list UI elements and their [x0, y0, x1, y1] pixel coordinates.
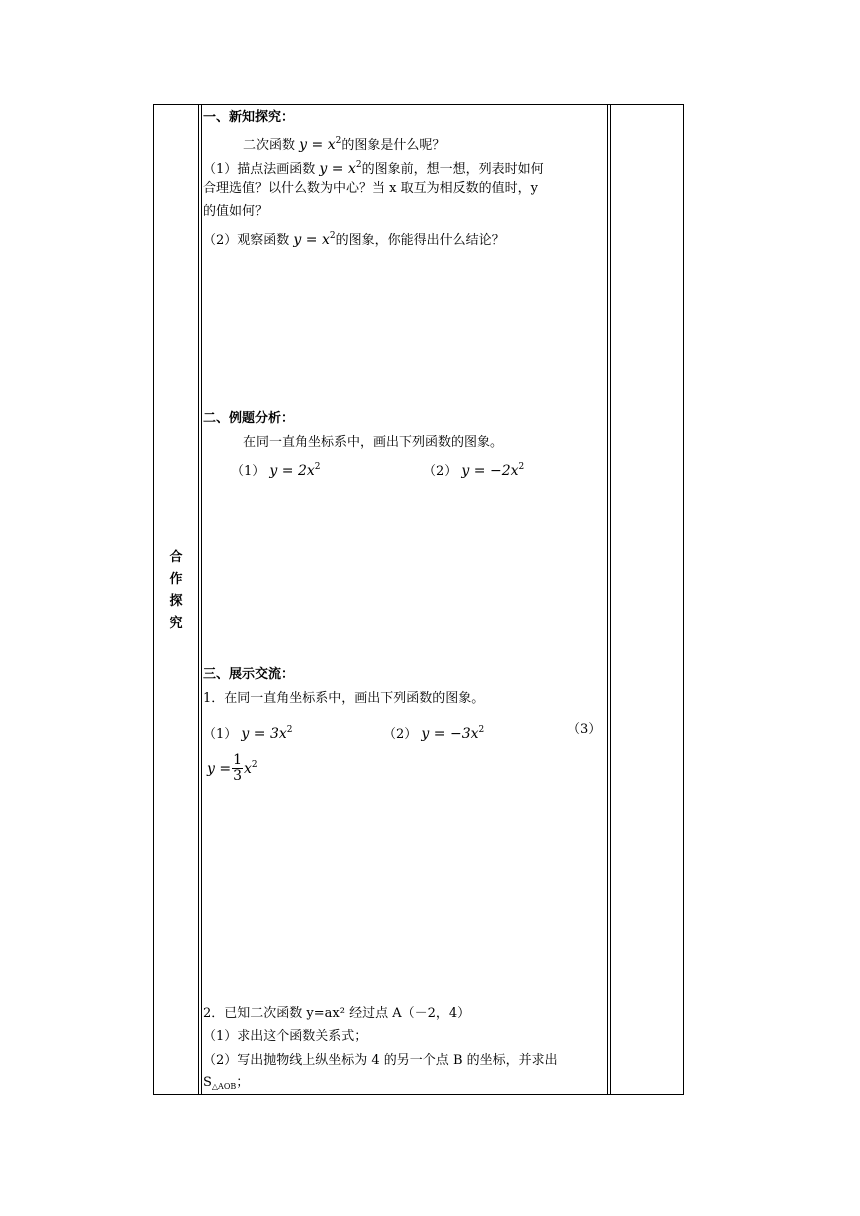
exponent: 2 [518, 462, 525, 472]
section1-title: 一、新知探究： [203, 110, 295, 125]
text: 的图象前，想一想，列表时如何 [361, 162, 544, 177]
formula-body: y = −3x [421, 726, 479, 742]
column-divider [607, 105, 608, 1094]
section2-item1 [231, 458, 321, 481]
formula-body: y = 2x [269, 463, 315, 479]
side-label [154, 547, 198, 635]
text: （1）描点法画函数 [203, 162, 316, 177]
formula-var: x [244, 760, 252, 777]
formula [421, 726, 484, 742]
section3-item1 [203, 721, 293, 744]
section1-q2 [203, 227, 505, 250]
item-label: （2） [383, 727, 418, 742]
formula-lhs: y = [207, 760, 232, 777]
formula [241, 726, 292, 742]
item-label: （1） [203, 727, 238, 742]
section2-intro: 在同一直角坐标系中，画出下列函数的图象。 [243, 435, 504, 450]
section3-item3: （3） [567, 722, 602, 737]
fraction [232, 753, 243, 784]
exponent: 2 [335, 136, 342, 146]
section3-p2-q2: （2）写出抛物线上纵坐标为 4 的另一个点 B 的坐标，并求出 [203, 1053, 558, 1068]
text: 的图象是什么呢？ [341, 138, 446, 153]
formula-body: y = −2x [461, 463, 519, 479]
section2-item2 [423, 458, 524, 481]
column-divider [610, 105, 611, 1094]
area-symbol: S [203, 1075, 212, 1090]
side-char: 探 [169, 594, 183, 609]
section3-p1: 1．在同一直角坐标系中，画出下列函数的图象。 [203, 691, 485, 706]
exponent: 2 [286, 725, 293, 735]
side-char: 合 [169, 550, 183, 565]
section1-q1-line3: 的值如何？ [203, 204, 269, 219]
exponent: 2 [355, 160, 362, 170]
worksheet-table [153, 104, 684, 1095]
column-divider [198, 105, 199, 1094]
section1-q1 [203, 156, 544, 179]
text: （2）观察函数 [203, 233, 290, 248]
item-label: （1） [231, 464, 266, 479]
exponent: 2 [478, 725, 485, 735]
content-cell [203, 105, 605, 1094]
formula [269, 463, 320, 479]
section3-p2: 2．已知二次函数 y=ax² 经过点 A（－2，4） [203, 1006, 471, 1021]
section2-title: 二、例题分析： [203, 411, 295, 426]
text: 的图象，你能得出什么结论？ [335, 233, 505, 248]
formula [461, 463, 524, 479]
section3-item3-formula [207, 753, 258, 784]
formula [299, 137, 341, 153]
section3-title: 三、展示交流： [203, 667, 295, 682]
section3-item2 [383, 721, 484, 744]
formula-body: y = x [319, 161, 356, 177]
text: ； [236, 1075, 250, 1090]
exponent: 2 [314, 462, 321, 472]
section3-p2-q1: （1）求出这个函数关系式； [203, 1029, 368, 1044]
side-char: 作 [169, 572, 183, 587]
formula-body: y = x [293, 232, 330, 248]
area-subscript: △AOB [211, 1082, 237, 1091]
formula-body: y = 3x [241, 726, 287, 742]
formula [293, 232, 335, 248]
text: 二次函数 [243, 138, 296, 153]
formula [207, 752, 258, 784]
section3-p2-q2-line2 [203, 1074, 249, 1096]
formula-body: y = x [299, 137, 336, 153]
column-divider [201, 105, 202, 1094]
section1-q1-line2: 合理选值？以什么数为中心？当 x 取互为相反数的值时，y [203, 181, 538, 196]
formula [319, 161, 361, 177]
exponent: 2 [251, 759, 258, 770]
fraction-denominator: 3 [233, 768, 243, 784]
item-label: （2） [423, 464, 458, 479]
section1-line1 [243, 132, 445, 155]
fraction-numerator: 1 [233, 752, 243, 768]
side-char: 究 [169, 616, 183, 631]
exponent: 2 [329, 231, 336, 241]
